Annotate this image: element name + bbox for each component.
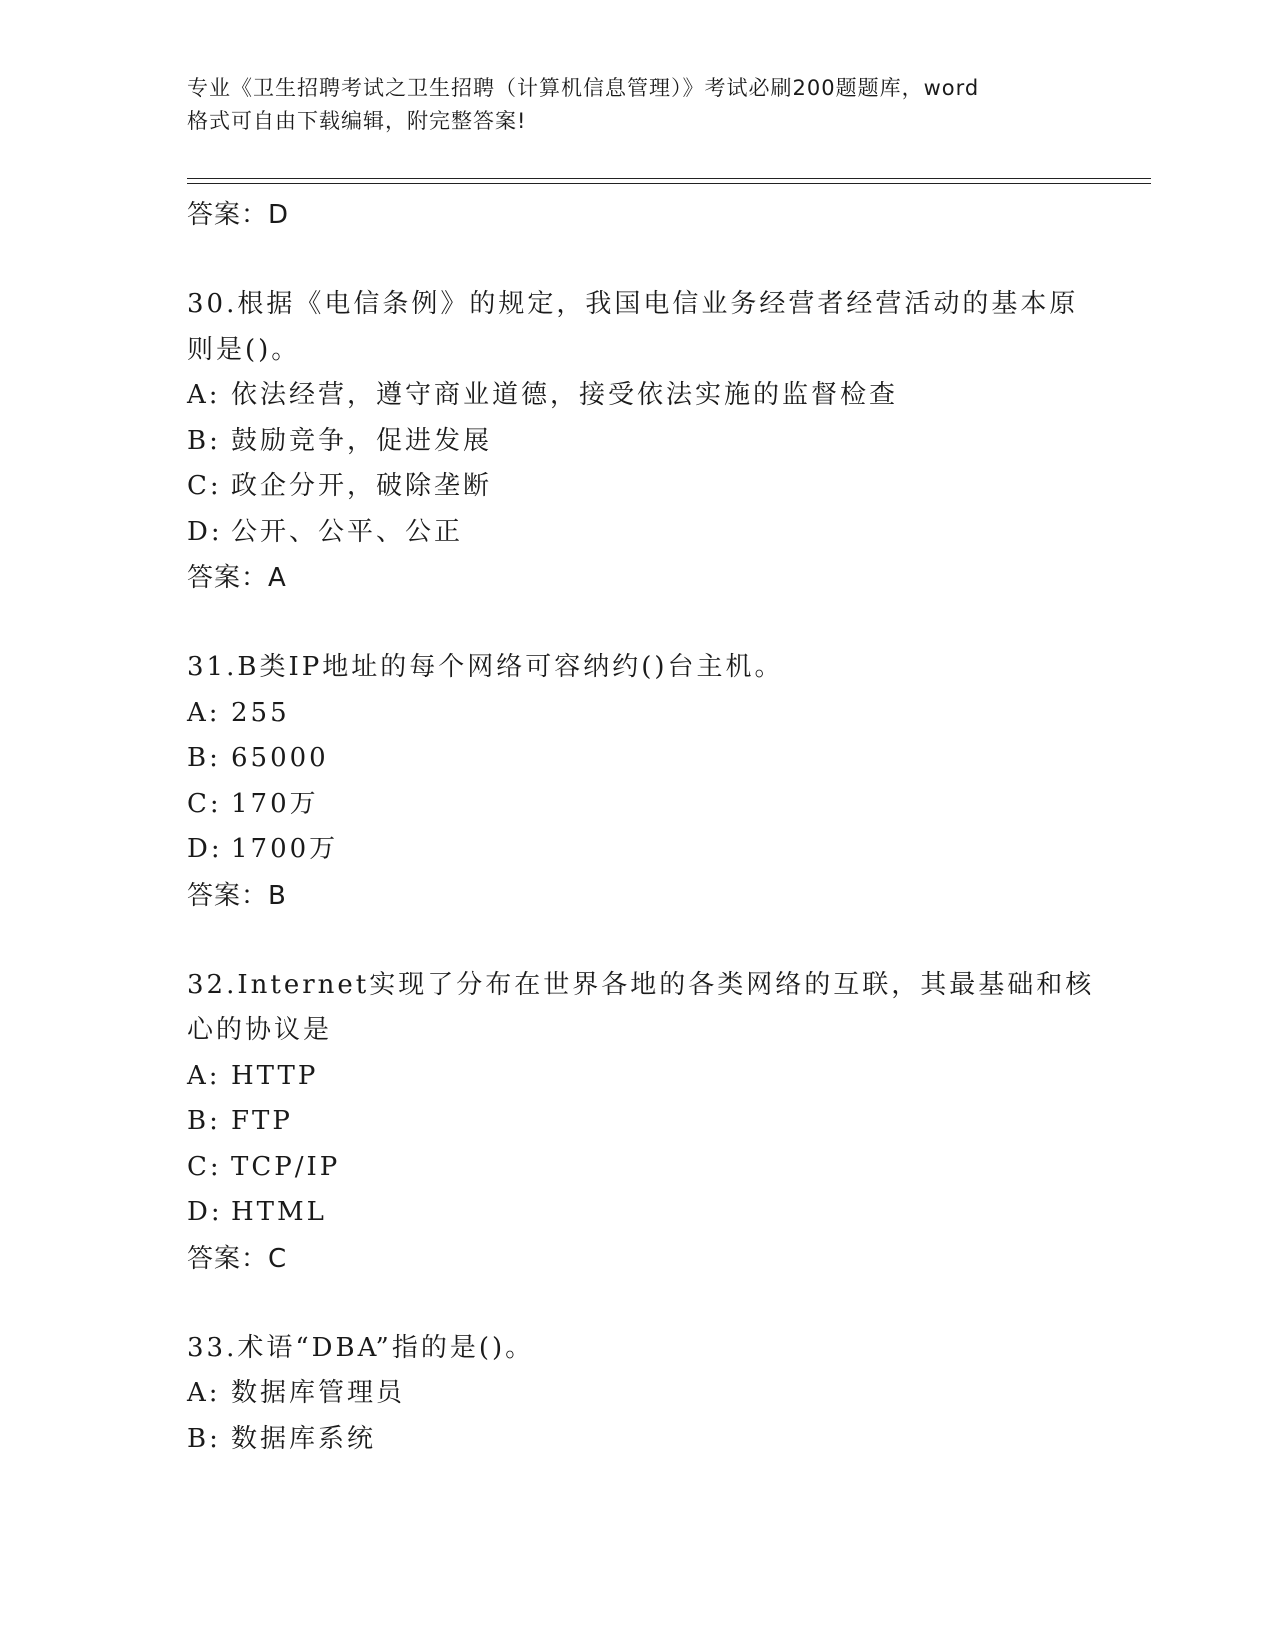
option-letter: A: [187, 380, 221, 410]
option-letter: B: [187, 1106, 221, 1136]
option-letter: A: [187, 1060, 221, 1091]
answer-option [187, 736, 1087, 782]
option-letter: D: [187, 1197, 223, 1227]
answer-option [187, 1371, 1087, 1417]
question-list [187, 192, 1095, 1462]
option-text: 政企分开，破除垄断 [231, 471, 493, 501]
answer-option [187, 1145, 1087, 1191]
option-letter: A: [187, 1378, 221, 1408]
answer-key: 答案：C [187, 1243, 288, 1274]
answer-option [187, 373, 1087, 419]
option-letter: B: [187, 1423, 221, 1454]
answer-option [187, 419, 1087, 465]
question-text: 31.B类IP地址的每个网络可容纳约()台主机。 [187, 652, 784, 682]
option-text: HTML [231, 1197, 327, 1227]
answer-option [187, 1190, 1087, 1236]
option-text: 数据库系统 [231, 1423, 377, 1454]
option-text: HTTP [231, 1060, 319, 1091]
block-spacer [187, 238, 1087, 282]
option-text: 65000 [231, 743, 329, 773]
option-text: TCP/IP [231, 1151, 341, 1182]
question-text: 心的协议是 [187, 1015, 333, 1045]
header-line-2: 格式可自由下载编辑，附完整答案! [187, 109, 527, 133]
block-spacer [187, 601, 1087, 645]
block-spacer [187, 1282, 1087, 1326]
header-rule-bottom [187, 183, 1151, 184]
answer-option [187, 691, 1087, 737]
question-text: 33.术语“DBA”指的是()。 [187, 1332, 535, 1363]
block-spacer [187, 919, 1087, 963]
question-block [187, 192, 1087, 238]
document-header [187, 72, 1087, 138]
answer-option [187, 827, 1087, 873]
answer-option [187, 1417, 1087, 1463]
option-text: 170万 [231, 788, 319, 819]
option-text: 1700万 [231, 834, 339, 864]
option-letter: C: [187, 788, 222, 819]
option-text: 依法经营，遵守商业道德，接受依法实施的监督检查 [231, 380, 899, 410]
option-letter: A: [187, 697, 221, 728]
answer-option [187, 510, 1087, 556]
question-text: 则是()。 [187, 334, 301, 365]
option-letter: C: [187, 1151, 222, 1182]
answer-option [187, 1054, 1087, 1100]
option-letter: D: [187, 516, 223, 547]
option-letter: C: [187, 471, 222, 501]
option-text: 255 [231, 697, 290, 728]
header-line-1: 专业《卫生招聘考试之卫生招聘（计算机信息管理）》考试必刷200题题库，word [187, 76, 980, 100]
option-letter: B: [187, 743, 221, 773]
question-block [187, 1326, 1087, 1463]
option-letter: B: [187, 425, 221, 456]
answer-key: 答案：B [187, 880, 287, 911]
answer-key: 答案：D [187, 200, 290, 230]
answer-option [187, 464, 1087, 510]
answer-key: 答案：A [187, 563, 287, 593]
answer-option [187, 782, 1087, 828]
answer-option [187, 1099, 1087, 1145]
question-block [187, 282, 1087, 601]
option-text: 公开、公平、公正 [231, 516, 464, 547]
option-text: FTP [231, 1106, 293, 1136]
option-text: 鼓励竞争，促进发展 [231, 425, 493, 456]
option-text: 数据库管理员 [231, 1378, 406, 1408]
question-text: 30.根据《电信条例》的规定，我国电信业务经营者经营活动的基本原 [187, 289, 1079, 319]
question-block [187, 963, 1095, 1282]
header-rule-top [187, 178, 1151, 179]
question-block [187, 645, 1087, 919]
option-letter: D: [187, 834, 223, 864]
question-text: 32.Internet实现了分布在世界各地的各类网络的互联，其最基础和核 [187, 969, 1095, 1000]
